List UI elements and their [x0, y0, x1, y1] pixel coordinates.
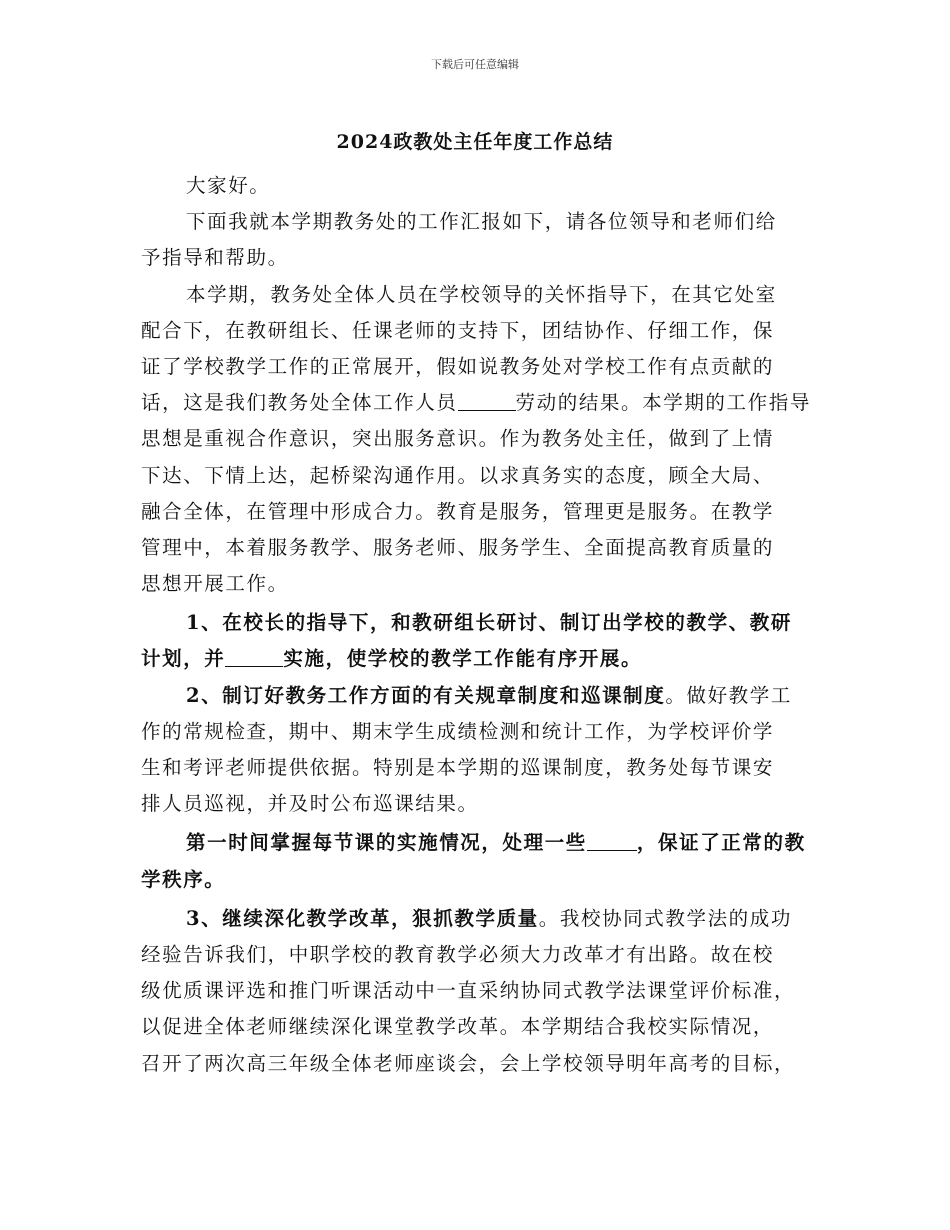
item-3-heading: 3、继续深化教学改革，狠抓教学质量	[186, 906, 539, 930]
text-segment: 计划，并	[141, 647, 226, 671]
paragraph-intro	[141, 204, 813, 276]
text-line	[141, 825, 813, 861]
text-line	[141, 901, 813, 937]
text-line: 管理中，本着服务教学、服务老师、服务学生、全面提高教育质量的	[141, 535, 775, 559]
item-2	[141, 678, 813, 823]
text-line: 融合全体，在管理中形成合力。教育是服务，管理更是服务。在教学	[141, 499, 775, 523]
text-segment: 话，这是我们教务处全体工作人员	[141, 391, 458, 415]
fill-blank	[458, 390, 516, 411]
text-line: 证了学校教学工作的正常展开，假如说教务处对学校工作有点贡献的	[141, 354, 775, 378]
text-segment: 。我校协同式教学法的成功	[538, 906, 792, 930]
text-line: 本学期，教务处全体人员在学校领导的关怀指导下，在其它处室	[186, 282, 777, 306]
bold-paragraph	[141, 825, 813, 897]
fill-blank	[587, 830, 637, 851]
item-2-heading: 2、制订好教务工作方面的有关规章制度和巡课制度	[186, 683, 666, 707]
text-line: 思想是重视合作意识，突出服务意识。作为教务处主任，做到了上情	[141, 427, 775, 451]
text-segment: 劳动的结果。本学期的工作指导	[515, 391, 811, 415]
text-segment: 。做好教学工	[665, 683, 792, 707]
paragraph-overview	[141, 277, 813, 603]
text-line: 1、在校长的指导下，和教研组长研讨、制订出学校的教学、教研	[186, 611, 792, 635]
text-line: 予指导和帮助。	[141, 246, 289, 270]
text-line	[141, 641, 813, 677]
text-line: 经验告诉我们，中职学校的教育教学必须大力改革才有出路。故在校	[141, 942, 775, 966]
text-line: 下达、下情上达，起桥梁沟通作用。以求真务实的态度，顾全大局、	[141, 463, 775, 487]
text-line	[141, 385, 813, 421]
text-line: 级优质课评选和推门听课活动中一直采纳协同式教学法课堂评价标准，	[141, 979, 796, 1003]
text-segment: ，保证了正常的教	[636, 831, 806, 855]
text-segment: 实施，使学校的教学工作能有序开展。	[283, 647, 643, 671]
text-line	[141, 678, 813, 714]
text-line: 思想开展工作。	[141, 572, 289, 596]
text-line: 作的常规检查，期中、期末学生成绩检测和统计工作，为学校评价学	[141, 719, 775, 743]
fill-blank	[225, 646, 283, 667]
document-body	[141, 168, 813, 1082]
text-line: 生和考评老师提供依据。特别是本学期的巡课制度，教务处每节课安	[141, 756, 775, 779]
item-1	[141, 605, 813, 677]
text-line: 召开了两次高三年级全体老师座谈会，会上学校领导明年高考的目标，	[141, 1051, 796, 1075]
document-title: 2024政教处主任年度工作总结	[336, 131, 614, 153]
greeting-line: 大家好。	[186, 174, 271, 197]
text-line: 排人员巡视，并及时公布巡课结果。	[141, 792, 479, 816]
text-segment: 第一时间掌握每节课的实施情况，处理一些	[186, 831, 587, 855]
page-header-note: 下载后可任意编辑	[431, 58, 519, 71]
text-line: 学秩序。	[141, 867, 226, 891]
text-line: 下面我就本学期教务处的工作汇报如下，请各位领导和老师们给	[186, 210, 777, 234]
item-3	[141, 901, 813, 1082]
text-line: 配合下，在教研组长、任课老师的支持下，团结协作、仔细工作，保	[141, 318, 775, 342]
text-line: 以促进全体老师继续深化课堂教学改革。本学期结合我校实际情况，	[141, 1015, 775, 1039]
